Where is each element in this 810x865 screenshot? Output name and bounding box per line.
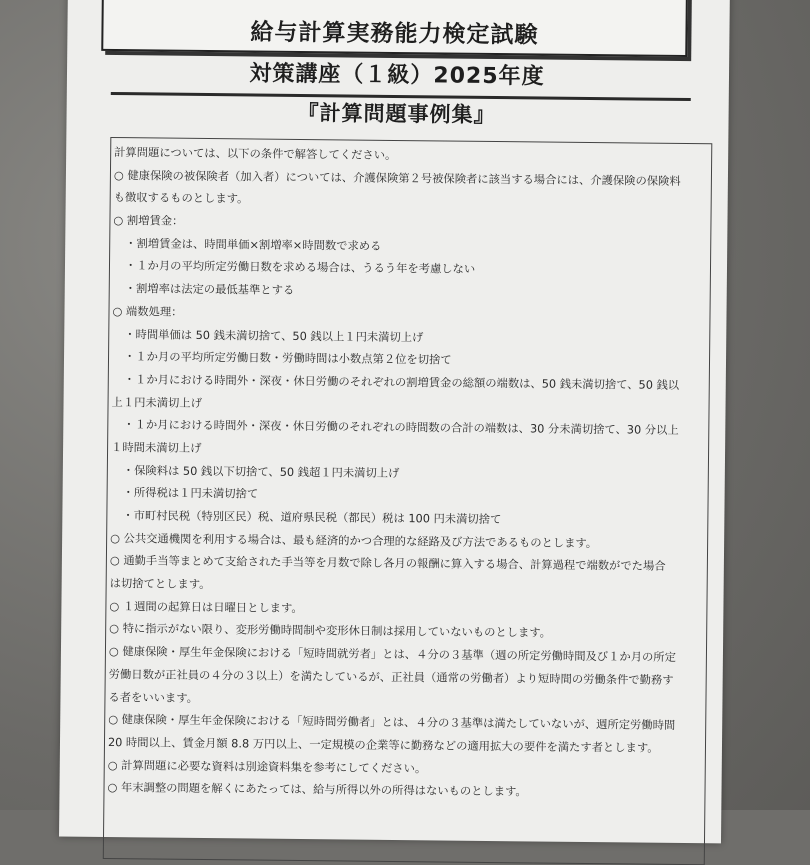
document-subtitle: 対策講座（１級）2025年度 [249,61,545,90]
condition-line: ○ 健康保険の被保険者（加入者）については、介護保険第２号被保険者に該当する場合には、介護保険の保険料 [113,168,681,188]
condition-line: ○ 年末調整の問題を解くにあたっては、給与所得以外の所得はないものとします。 [107,781,527,799]
condition-line: 上１円未満切上げ [111,395,203,410]
section-heading: 『計算問題事例集』 [297,100,496,128]
condition-line: ・１か月における時間外・深夜・休日労働のそれぞれの時間数の合計の端数は、30 分未満切捨て、30 分以上 [123,418,679,438]
condition-line: ○ 割増賃金： [113,214,184,228]
document-page [59,0,730,843]
condition-line: ・所得税は１円未満切捨て [122,486,259,501]
condition-line: は切捨てとします。 [109,577,211,592]
condition-line: も徴収するものとします。 [113,191,249,206]
condition-line: ○ 特に指示がない限り、変形労働時間制や変形休日制は採用していないものとします。 [109,622,552,641]
condition-line: 計算問題については、以下の条件で解答してください。 [114,146,397,162]
condition-line: ・１か月の平均所定労働日数を求める場合は、うるう年を考慮しない [124,259,476,277]
condition-line: ○ 健康保険・厚生年金保険における「短時間就労者」とは、４分の３基準（週の所定労働時間及び１か月の所定 [108,645,677,665]
condition-line: ・割増賃金は、時間単価×割増率×時間数で求める [125,236,382,253]
condition-line: 労働日数が正社員の４分の３以上）を満たしているが、正社員（通常の労働者）より短時間の労働条件で勤務す [108,667,674,687]
condition-line: ・市町村民税（特別区民）税、道府県民税（都民）税は 100 円未満切捨て [122,509,502,527]
conditions-list [107,142,706,806]
document-title: 給与計算実務能力検定試験 [250,18,539,48]
condition-line: ○ １週間の起算日は日曜日とします。 [109,599,303,615]
condition-line: ○ 健康保険・厚生年金保険における「短時間労働者」とは、４分の３基準は満たしていないが、週所定労働時間 [108,713,676,733]
condition-line: ・割増率は法定の最低基準とする [124,282,295,298]
condition-line: ○ 端数処理： [112,304,183,319]
title-box [101,0,688,57]
condition-line: １時間未満切上げ [111,440,202,455]
condition-line: ・保険料は 50 銭以下切捨て、50 銭超１円未満切上げ [122,463,400,480]
condition-line: ○ 公共交通機関を利用する場合は、最も経済的かつ合理的な経路及び方法であるものとします。 [110,531,598,550]
condition-line: る者をいいます。 [108,690,199,705]
condition-line: 20 時間以上、賃金月額 8.8 万円以上、一定規模の企業等に勤務などの適用拡大の要件を満たす者とします。 [107,735,659,755]
condition-line: ○ 計算問題に必要な資料は別途資料集を参考にしてください。 [107,758,427,775]
condition-line: ・１か月における時間外・深夜・休日労働のそれぞれの割増賃金の総額の端数は、50 銭未満切捨て、50 銭以 [123,373,680,392]
condition-line: ・時間単価は 50 銭未満切捨て、50 銭以上１円未満切上げ [124,327,424,344]
condition-line: ○ 通勤手当等まとめて支給された手当等を月数で除し各月の報酬に算入する場合、計算過程で端数がでた場合 [109,554,666,574]
condition-line: ・１か月の平均所定労働日数・労働時間は小数点第２位を切捨て [123,350,452,367]
